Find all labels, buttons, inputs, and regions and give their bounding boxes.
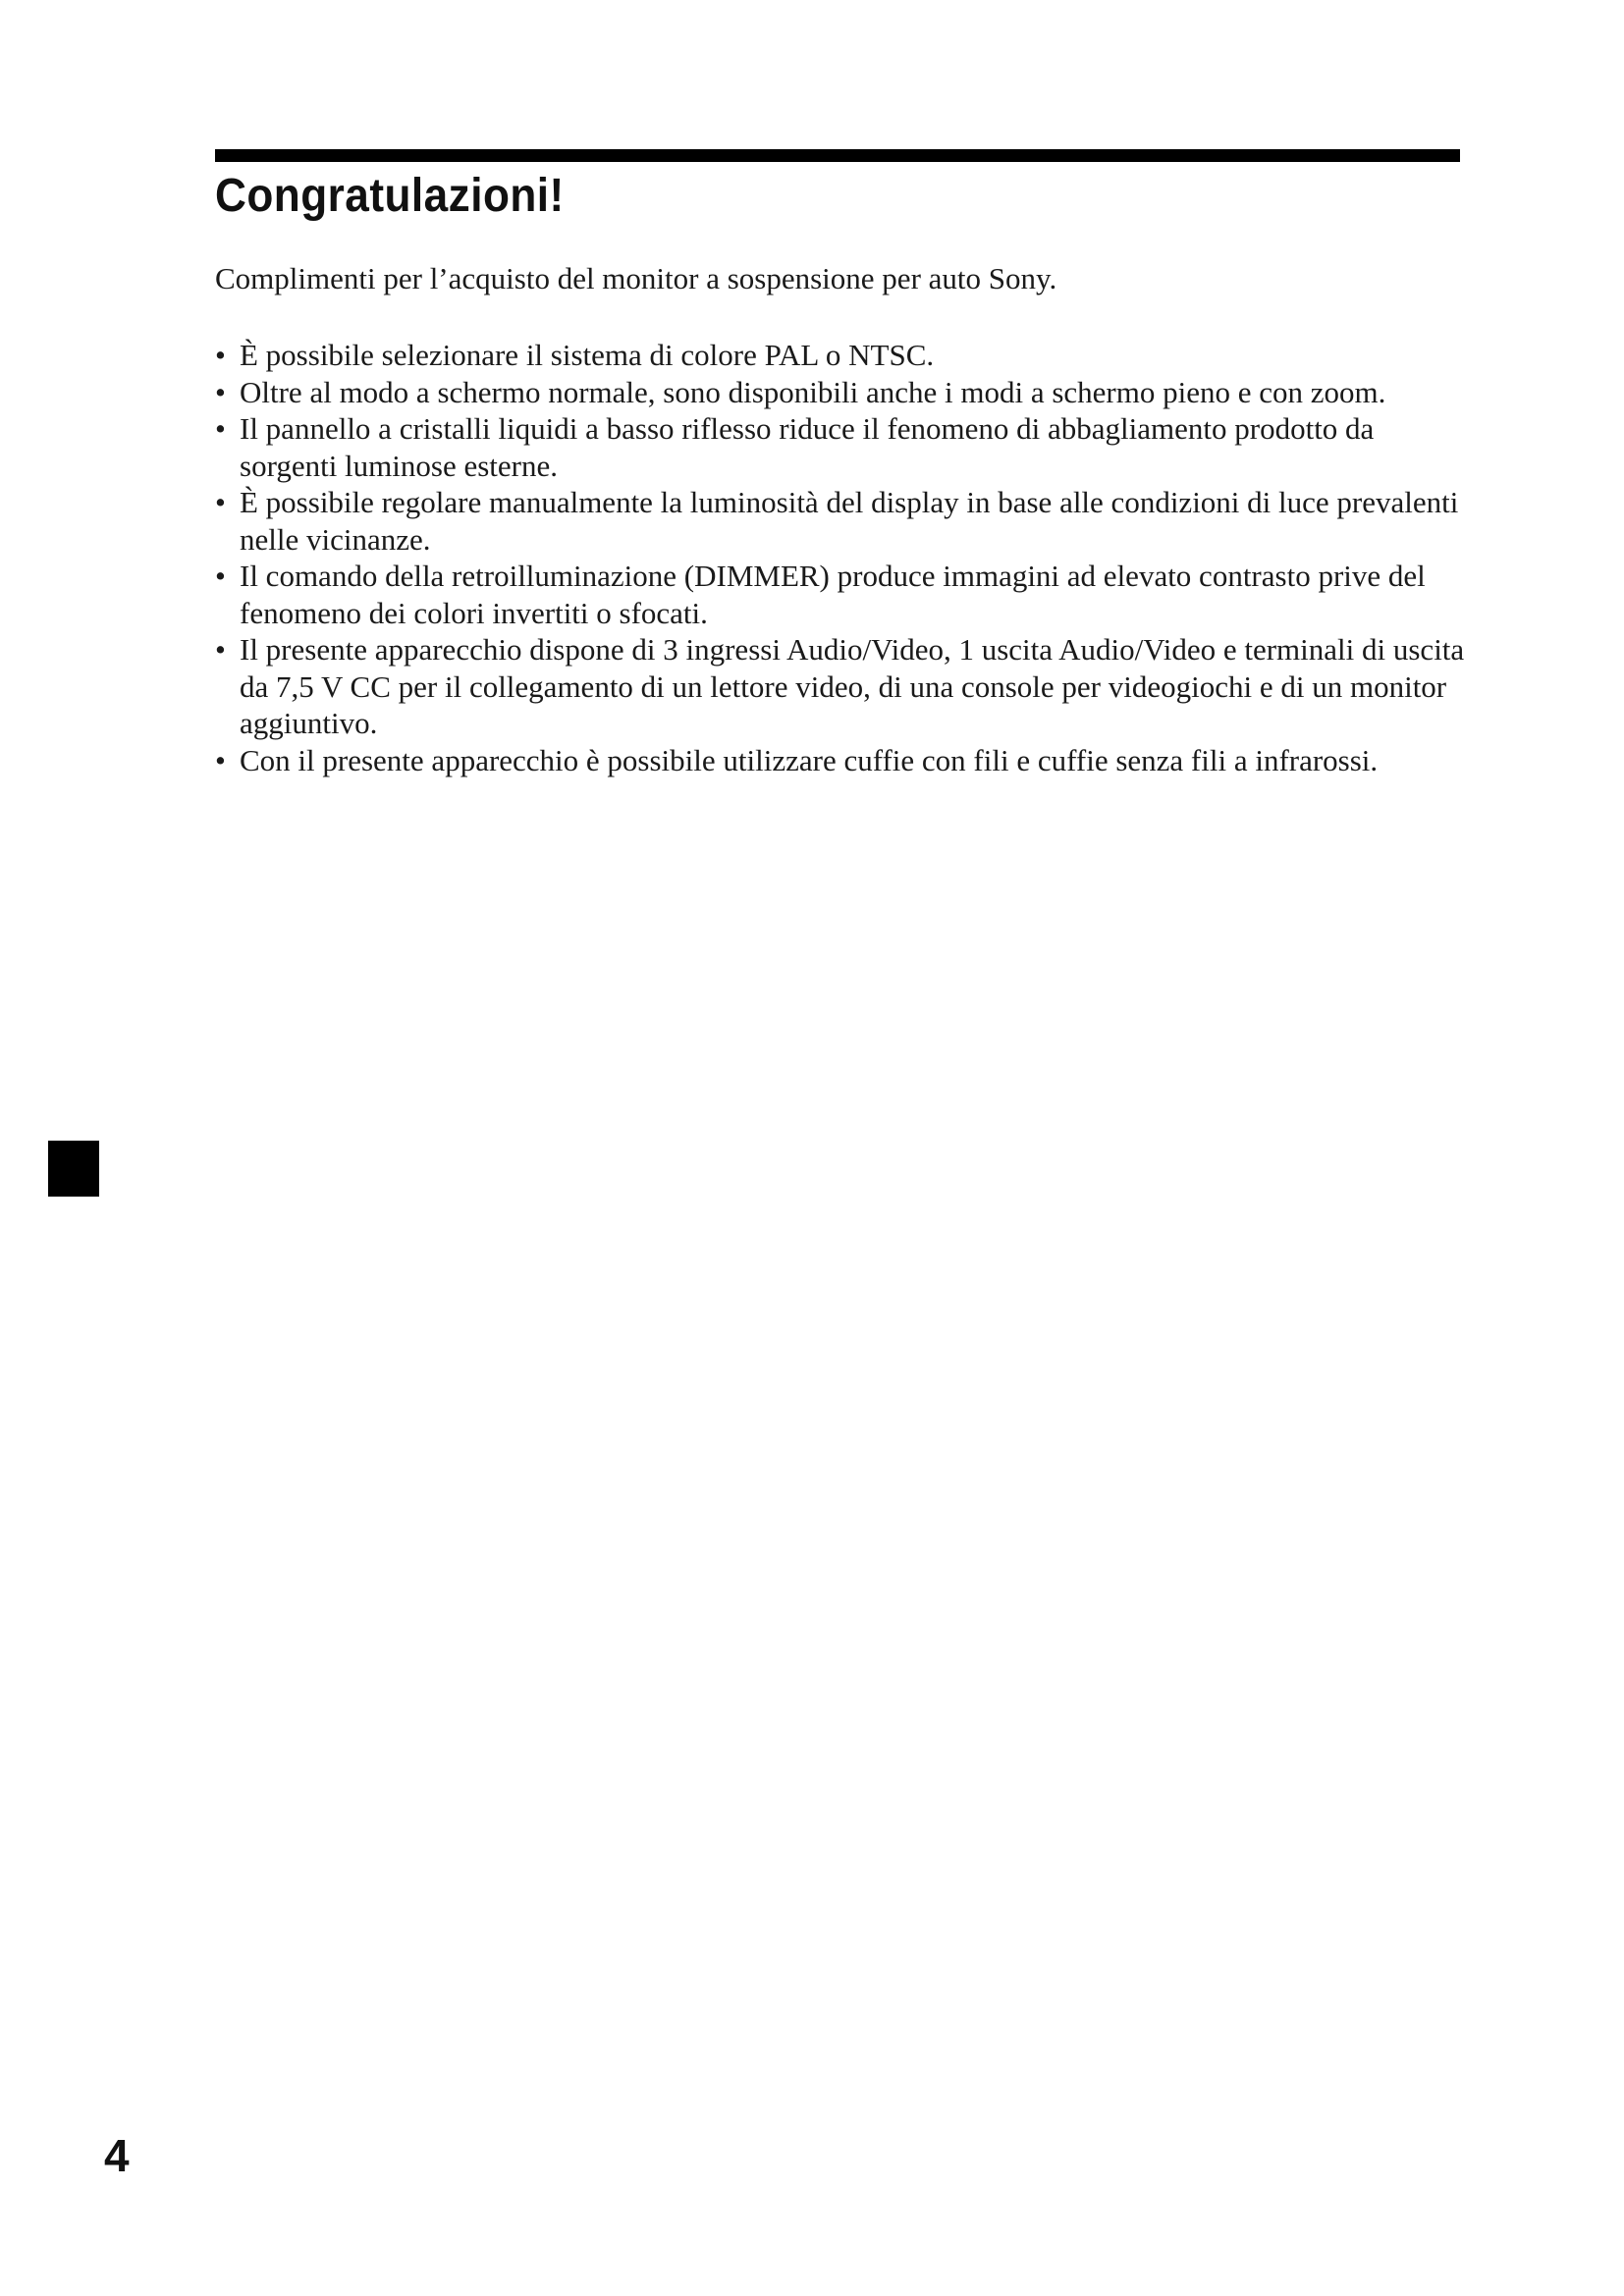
feature-list	[215, 337, 1467, 778]
list-item-text: Il pannello a cristalli liquidi a basso riflesso riduce il fenomeno di abbagliamento prodotto da sorgenti luminose esterne.	[240, 411, 1375, 483]
intro-paragraph: Complimenti per l’acquisto del monitor a sospensione per auto Sony.	[215, 261, 1057, 295]
list-item-text: Con il presente apparecchio è possibile utilizzare cuffie con fili e cuffie senza fili a infrarossi.	[240, 742, 1379, 777]
page-title: Congratulazioni!	[215, 170, 565, 222]
list-item-text: È possibile selezionare il sistema di colore PAL o NTSC.	[240, 338, 935, 372]
list-item-text: È possibile regolare manualmente la luminosità del display in base alle condizioni di luce prevalenti nelle vicinanze.	[240, 485, 1459, 557]
list-item	[215, 410, 1467, 484]
list-item	[215, 374, 1467, 411]
bullet-icon: •	[215, 374, 226, 409]
list-item	[215, 742, 1467, 779]
list-item	[215, 484, 1467, 558]
list-item-text: Il presente apparecchio dispone di 3 ingressi Audio/Video, 1 uscita Audio/Video e terminali di uscita da 7,5 V CC per il collegamento di un lettore video, di una console per videogiochi e di un monitor aggiuntivo.	[240, 632, 1465, 740]
list-item-text: Il comando della retroilluminazione (DIMMER) produce immagini ad elevato contrasto prive del fenomeno dei colori invertiti o sfocati.	[240, 559, 1426, 630]
bullet-icon: •	[215, 338, 226, 372]
section-tab-marker	[48, 1141, 99, 1197]
bullet-icon: •	[215, 411, 226, 446]
list-item	[215, 337, 1467, 374]
page-number: 4	[104, 2130, 130, 2181]
heading-rule	[215, 149, 1460, 162]
bullet-icon: •	[215, 742, 226, 777]
bullet-icon: •	[215, 559, 226, 593]
list-item	[215, 631, 1467, 742]
list-item-text: Oltre al modo a schermo normale, sono disponibili anche i modi a schermo pieno e con zoom.	[240, 374, 1386, 409]
bullet-icon: •	[215, 632, 226, 667]
bullet-icon: •	[215, 485, 226, 519]
list-item	[215, 558, 1467, 631]
